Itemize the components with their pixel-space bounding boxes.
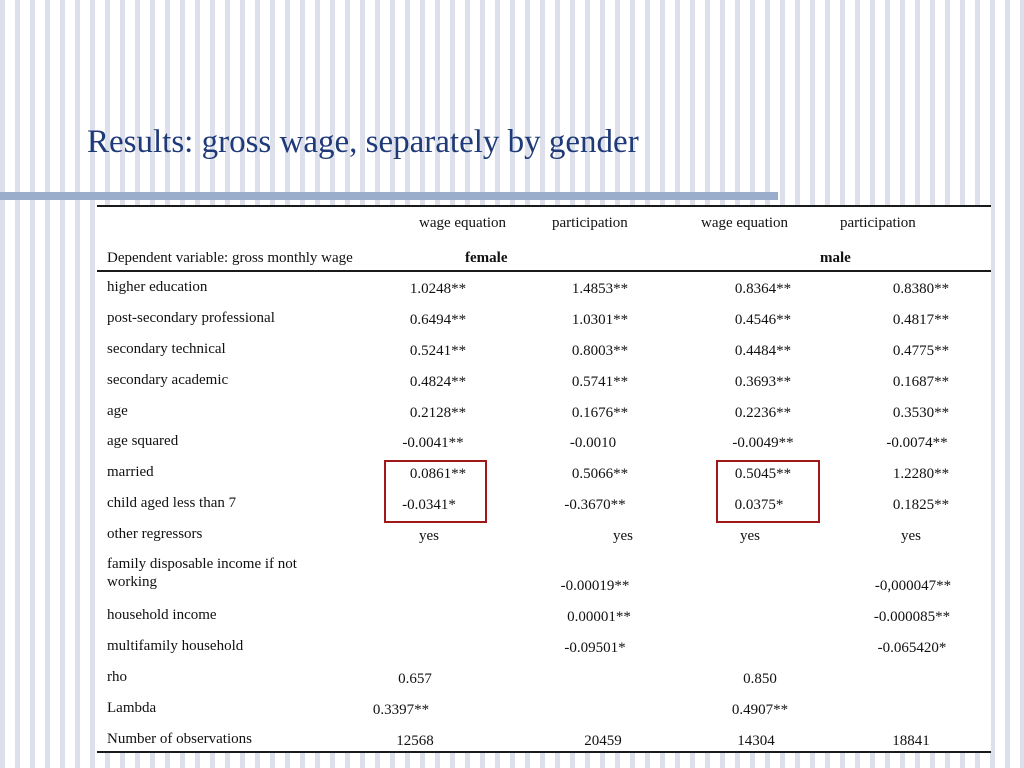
cell-female-participation: 1.0301** xyxy=(571,312,629,328)
cell-male-participation: -0.000085** xyxy=(873,609,951,625)
row-label xyxy=(107,402,128,420)
cell-male-wage: 0.2236** xyxy=(734,405,792,421)
row-label xyxy=(107,278,207,296)
dependent-variable-label: Dependent variable: gross monthly wage xyxy=(107,250,353,266)
row-label-line: other regressors xyxy=(107,526,203,542)
cell-female-participation: 0.1676** xyxy=(571,405,629,421)
row-label xyxy=(107,463,154,481)
cell-female-participation: 0.5741** xyxy=(571,374,629,390)
row-label xyxy=(107,699,156,717)
cell-male-participation: 0.8380** xyxy=(892,281,950,297)
row-label-line: higher education xyxy=(107,279,208,295)
cell-male-wage: -0.0049** xyxy=(732,435,794,451)
cell-male-wage: 0.0375* xyxy=(734,497,784,513)
cell-female-participation: -0.00019** xyxy=(560,578,630,594)
cell-female-wage: -0.0341* xyxy=(402,497,456,513)
cell-male-wage: 0.4907** xyxy=(731,702,789,718)
cell-male-participation: -0.0074** xyxy=(886,435,948,451)
cell-female-participation: 1.4853** xyxy=(571,281,629,297)
row-label-line: family disposable income if not xyxy=(107,556,297,572)
cell-female-wage: 0.4824** xyxy=(409,374,467,390)
table-header-rule xyxy=(97,270,991,272)
row-label xyxy=(107,668,127,686)
cell-male-participation: yes xyxy=(901,528,921,544)
slide-title: Results: gross wage, separately by gender xyxy=(87,124,639,160)
row-label-line: secondary technical xyxy=(107,341,226,357)
row-label xyxy=(107,309,275,327)
cell-male-wage: 0.8364** xyxy=(734,281,792,297)
row-label-line: Lambda xyxy=(107,700,157,716)
cell-male-wage: yes xyxy=(740,528,760,544)
row-label-line: secondary academic xyxy=(107,372,229,388)
cell-female-participation: yes xyxy=(613,528,633,544)
cell-female-wage: 0.657 xyxy=(398,671,432,687)
cell-female-wage: -0.0041** xyxy=(402,435,464,451)
male-group-label: male xyxy=(820,250,851,266)
cell-male-wage: 0.3693** xyxy=(734,374,792,390)
cell-male-participation: 0.4775** xyxy=(892,343,950,359)
cell-male-participation: 1.2280** xyxy=(892,466,950,482)
cell-female-participation: -0.0010 xyxy=(569,435,617,451)
cell-male-wage: 0.850 xyxy=(743,671,777,687)
title-divider xyxy=(0,192,778,200)
cell-male-participation: 0.3530** xyxy=(892,405,950,421)
row-label xyxy=(107,637,243,655)
cell-female-wage: 0.3397** xyxy=(372,702,430,718)
cell-female-wage: 12568 xyxy=(396,733,434,749)
row-label xyxy=(107,494,236,512)
row-label-line: household income xyxy=(107,607,217,623)
row-label-line: married xyxy=(107,464,154,480)
table-bottom-rule xyxy=(97,751,991,753)
col-header-female-participation: participation xyxy=(552,215,628,231)
cell-male-participation: 18841 xyxy=(892,733,930,749)
row-label-line: Number of observations xyxy=(107,731,252,747)
row-label xyxy=(107,555,297,591)
col-header-male-participation: participation xyxy=(840,215,916,231)
cell-female-participation: -0.3670** xyxy=(564,497,626,513)
cell-male-participation: -0.065420* xyxy=(877,640,947,656)
row-label xyxy=(107,525,202,543)
cell-female-participation: -0.09501* xyxy=(564,640,626,656)
row-label xyxy=(107,340,226,358)
row-label-line: age squared xyxy=(107,433,179,449)
row-label-line: rho xyxy=(107,669,127,685)
cell-female-wage: 0.0861** xyxy=(409,466,467,482)
col-header-male-wage: wage equation xyxy=(701,215,789,231)
row-label-line: age xyxy=(107,403,128,419)
row-label xyxy=(107,432,178,450)
table-top-rule xyxy=(97,205,991,207)
cell-female-participation: 20459 xyxy=(584,733,622,749)
col-header-female-wage: wage equation xyxy=(419,215,507,231)
row-label-line: multifamily household xyxy=(107,638,244,654)
cell-female-wage: yes xyxy=(419,528,439,544)
row-label-line: post-secondary professional xyxy=(107,310,275,326)
cell-male-wage: 0.4484** xyxy=(734,343,792,359)
cell-male-participation: 0.4817** xyxy=(892,312,950,328)
cell-female-wage: 1.0248** xyxy=(409,281,467,297)
cell-female-participation: 0.5066** xyxy=(571,466,629,482)
cell-male-wage: 0.4546** xyxy=(734,312,792,328)
cell-female-participation: 0.8003** xyxy=(571,343,629,359)
cell-male-participation: 0.1825** xyxy=(892,497,950,513)
cell-female-wage: 0.5241** xyxy=(409,343,467,359)
row-label-line: child aged less than 7 xyxy=(107,495,237,511)
results-table xyxy=(97,205,991,753)
row-label xyxy=(107,730,252,748)
cell-male-wage: 0.5045** xyxy=(734,466,792,482)
cell-female-participation: 0.00001** xyxy=(567,609,631,625)
row-label xyxy=(107,606,217,624)
cell-male-participation: -0,000047** xyxy=(874,578,952,594)
cell-male-participation: 0.1687** xyxy=(892,374,950,390)
female-group-label: female xyxy=(465,250,508,266)
cell-male-wage: 14304 xyxy=(737,733,775,749)
cell-female-wage: 0.6494** xyxy=(409,312,467,328)
row-label xyxy=(107,371,228,389)
cell-female-wage: 0.2128** xyxy=(409,405,467,421)
row-label-line: working xyxy=(107,574,157,590)
